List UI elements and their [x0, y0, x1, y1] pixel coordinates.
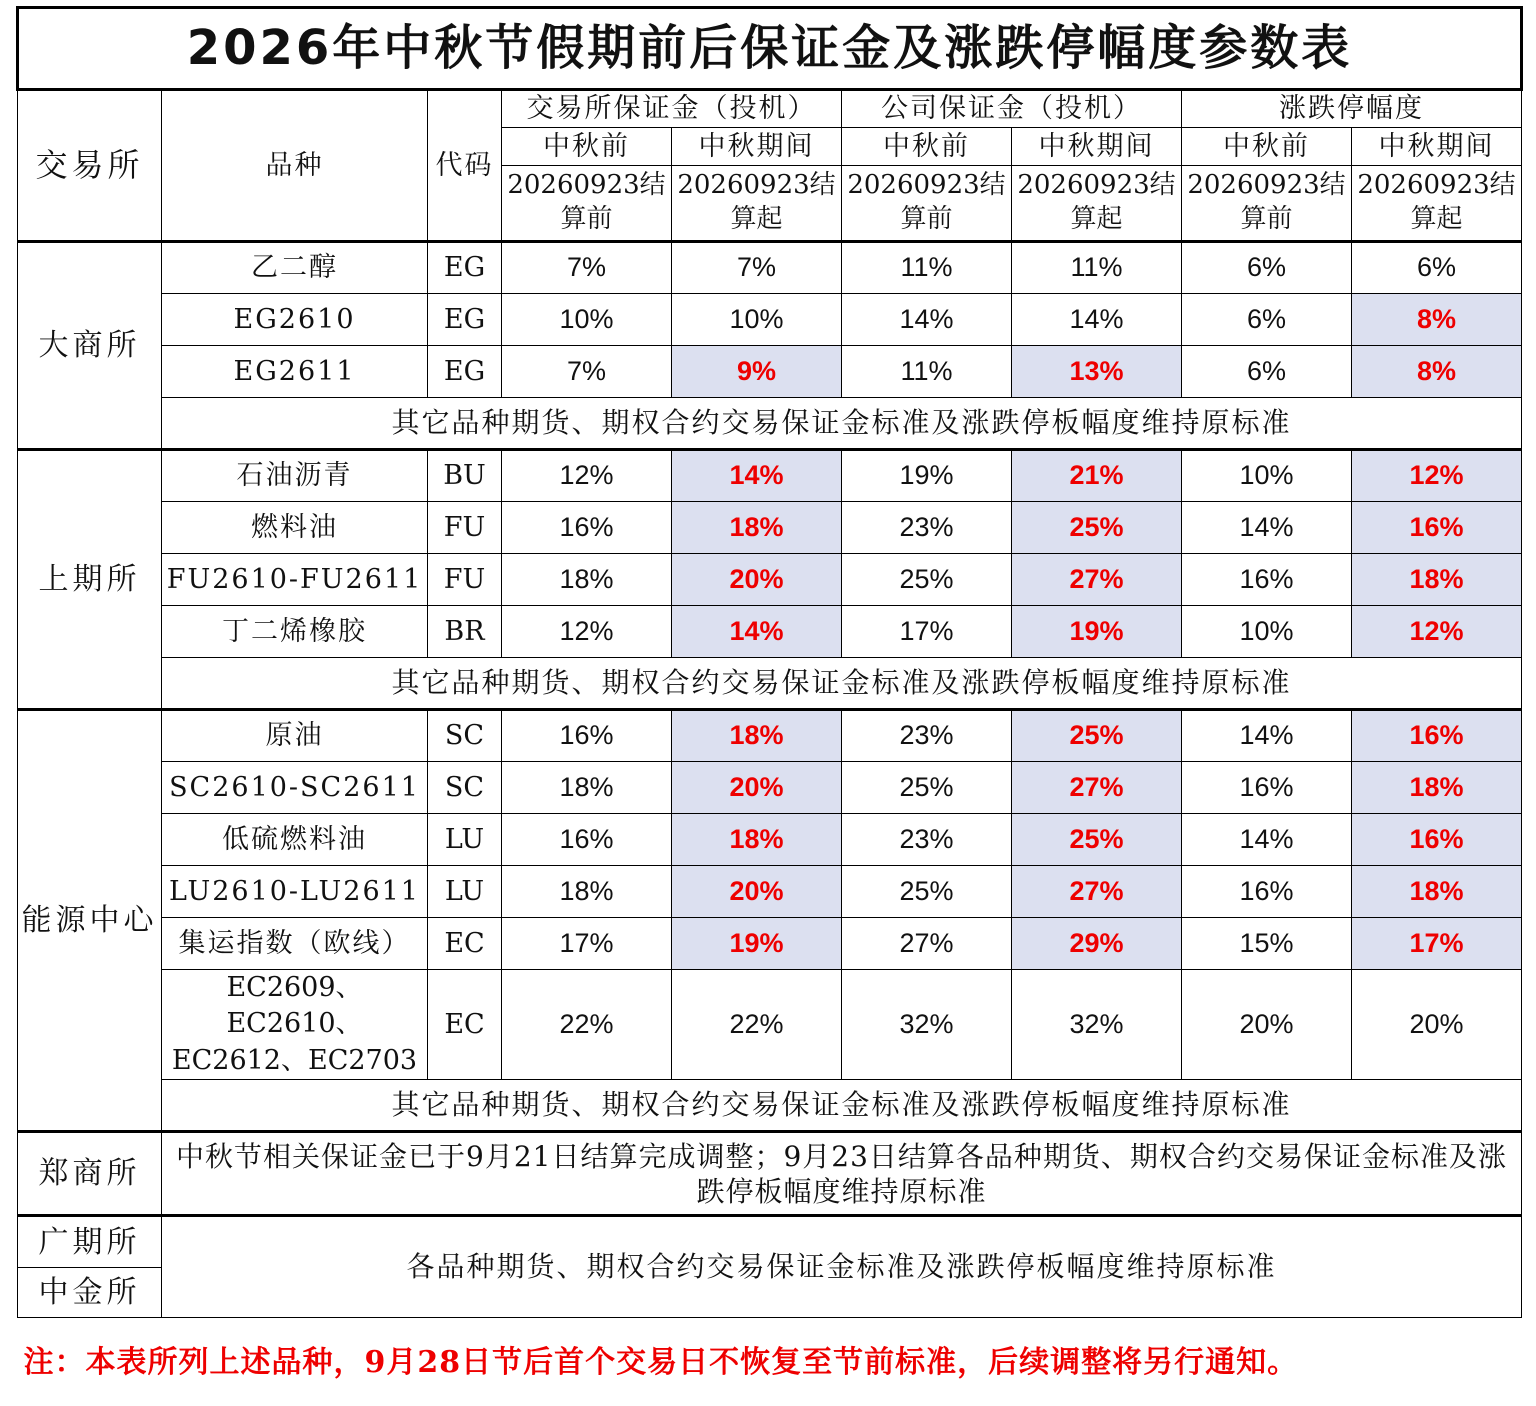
header-product: 品种 [162, 90, 428, 242]
adjusted-value-cell: 19% [672, 918, 842, 970]
value-cell: 18% [502, 554, 672, 606]
product-name: 乙二醇 [162, 242, 428, 294]
value-cell: 17% [842, 606, 1012, 658]
header-before: 中秋前 [1182, 128, 1352, 166]
product-code: EC [428, 918, 502, 970]
value-cell: 22% [672, 970, 842, 1080]
product-code: BR [428, 606, 502, 658]
value-cell: 23% [842, 502, 1012, 554]
product-code: LU [428, 814, 502, 866]
value-cell: 25% [842, 866, 1012, 918]
adjusted-value-cell: 25% [1012, 502, 1182, 554]
value-cell: 14% [1182, 710, 1352, 762]
value-cell: 16% [502, 814, 672, 866]
value-cell: 32% [842, 970, 1012, 1080]
table-row [18, 242, 1522, 294]
adjusted-value-cell: 20% [672, 554, 842, 606]
adjusted-value-cell: 9% [672, 346, 842, 398]
value-cell: 12% [502, 450, 672, 502]
header-date-before: 20260923结算前 [842, 166, 1012, 242]
value-cell: 12% [502, 606, 672, 658]
value-cell: 15% [1182, 918, 1352, 970]
product-code: SC [428, 710, 502, 762]
adjusted-value-cell: 18% [1352, 554, 1522, 606]
adjusted-value-cell: 12% [1352, 606, 1522, 658]
exchange-name: 上期所 [18, 450, 162, 710]
adjusted-value-cell: 27% [1012, 866, 1182, 918]
adjusted-value-cell: 25% [1012, 710, 1182, 762]
adjusted-value-cell: 20% [672, 866, 842, 918]
header-before: 中秋前 [502, 128, 672, 166]
page-title: 2026年中秋节假期前后保证金及涨跌停幅度参数表 [18, 8, 1522, 90]
value-cell: 16% [1182, 762, 1352, 814]
table-row [18, 866, 1522, 918]
adjusted-value-cell: 12% [1352, 450, 1522, 502]
header-during: 中秋期间 [1352, 128, 1522, 166]
product-name: 石油沥青 [162, 450, 428, 502]
value-cell: 32% [1012, 970, 1182, 1080]
value-cell: 11% [1012, 242, 1182, 294]
product-name: 燃料油 [162, 502, 428, 554]
table-row [18, 918, 1522, 970]
value-cell: 16% [1182, 554, 1352, 606]
header-exchange: 交易所 [18, 90, 162, 242]
value-cell: 6% [1352, 242, 1522, 294]
value-cell: 14% [1012, 294, 1182, 346]
table-row [18, 346, 1522, 398]
product-name: SC2610-SC2611 [162, 762, 428, 814]
value-cell: 16% [502, 710, 672, 762]
header-price-limit: 涨跌停幅度 [1182, 90, 1522, 128]
value-cell: 17% [502, 918, 672, 970]
product-code: FU [428, 502, 502, 554]
product-name: EC2609、EC2610、EC2612、EC2703 [162, 970, 428, 1080]
section-note: 其它品种期货、期权合约交易保证金标准及涨跌停板幅度维持原标准 [162, 658, 1522, 710]
adjusted-value-cell: 17% [1352, 918, 1522, 970]
product-code: FU [428, 554, 502, 606]
product-name: 原油 [162, 710, 428, 762]
header-code: 代码 [428, 90, 502, 242]
product-code: EC [428, 970, 502, 1080]
product-name: FU2610-FU2611 [162, 554, 428, 606]
adjusted-value-cell: 8% [1352, 294, 1522, 346]
value-cell: 10% [1182, 606, 1352, 658]
value-cell: 6% [1182, 242, 1352, 294]
value-cell: 27% [842, 918, 1012, 970]
table-row [18, 502, 1522, 554]
value-cell: 11% [842, 346, 1012, 398]
footnote: 注：本表所列上述品种，9月28日节后首个交易日不恢复至节前标准，后续调整将另行通知。 [23, 1344, 1299, 1380]
zce-note: 中秋节相关保证金已于9月21日结算完成调整；9月23日结算各品种期货、期权合约交易保证金标准及涨跌停板幅度维持原标准 [162, 1132, 1522, 1216]
exchange-name: 能源中心 [18, 710, 162, 1132]
adjusted-value-cell: 27% [1012, 762, 1182, 814]
value-cell: 23% [842, 710, 1012, 762]
header-date-during: 20260923结算起 [672, 166, 842, 242]
value-cell: 7% [502, 242, 672, 294]
value-cell: 10% [672, 294, 842, 346]
value-cell: 25% [842, 554, 1012, 606]
header-exchange-margin: 交易所保证金（投机） [502, 90, 842, 128]
value-cell: 20% [1352, 970, 1522, 1080]
product-code: EG [428, 294, 502, 346]
value-cell: 14% [1182, 814, 1352, 866]
table-row [18, 554, 1522, 606]
header-during: 中秋期间 [672, 128, 842, 166]
table-row [18, 294, 1522, 346]
adjusted-value-cell: 8% [1352, 346, 1522, 398]
adjusted-value-cell: 29% [1012, 918, 1182, 970]
others-note: 各品种期货、期权合约交易保证金标准及涨跌停板幅度维持原标准 [162, 1216, 1522, 1318]
table-row [18, 762, 1522, 814]
product-name: 丁二烯橡胶 [162, 606, 428, 658]
value-cell: 14% [1182, 502, 1352, 554]
value-cell: 22% [502, 970, 672, 1080]
margin-parameter-table [16, 6, 1523, 1406]
table-row [18, 606, 1522, 658]
value-cell: 16% [1182, 866, 1352, 918]
header-date-before: 20260923结算前 [1182, 166, 1352, 242]
header-date-during: 20260923结算起 [1012, 166, 1182, 242]
value-cell: 19% [842, 450, 1012, 502]
value-cell: 14% [842, 294, 1012, 346]
value-cell: 7% [672, 242, 842, 294]
product-name: EG2611 [162, 346, 428, 398]
table-row [18, 970, 1522, 1080]
adjusted-value-cell: 19% [1012, 606, 1182, 658]
value-cell: 16% [502, 502, 672, 554]
value-cell: 7% [502, 346, 672, 398]
table-row [18, 450, 1522, 502]
product-name: LU2610-LU2611 [162, 866, 428, 918]
product-name: 低硫燃料油 [162, 814, 428, 866]
adjusted-value-cell: 13% [1012, 346, 1182, 398]
adjusted-value-cell: 16% [1352, 502, 1522, 554]
header-date-before: 20260923结算前 [502, 166, 672, 242]
product-code: BU [428, 450, 502, 502]
table-row [18, 814, 1522, 866]
product-code: SC [428, 762, 502, 814]
exchange-name: 大商所 [18, 242, 162, 450]
header-date-during: 20260923结算起 [1352, 166, 1522, 242]
adjusted-value-cell: 25% [1012, 814, 1182, 866]
adjusted-value-cell: 18% [672, 502, 842, 554]
exchange-name: 中金所 [18, 1268, 162, 1318]
value-cell: 11% [842, 242, 1012, 294]
adjusted-value-cell: 18% [672, 814, 842, 866]
adjusted-value-cell: 27% [1012, 554, 1182, 606]
section-note: 其它品种期货、期权合约交易保证金标准及涨跌停板幅度维持原标准 [162, 1080, 1522, 1132]
value-cell: 6% [1182, 346, 1352, 398]
value-cell: 18% [502, 866, 672, 918]
value-cell: 6% [1182, 294, 1352, 346]
adjusted-value-cell: 14% [672, 450, 842, 502]
value-cell: 10% [1182, 450, 1352, 502]
exchange-name: 广期所 [18, 1216, 162, 1268]
value-cell: 10% [502, 294, 672, 346]
product-code: EG [428, 346, 502, 398]
adjusted-value-cell: 20% [672, 762, 842, 814]
product-name: EG2610 [162, 294, 428, 346]
adjusted-value-cell: 21% [1012, 450, 1182, 502]
product-code: LU [428, 866, 502, 918]
value-cell: 20% [1182, 970, 1352, 1080]
header-during: 中秋期间 [1012, 128, 1182, 166]
adjusted-value-cell: 18% [1352, 866, 1522, 918]
value-cell: 25% [842, 762, 1012, 814]
value-cell: 18% [502, 762, 672, 814]
header-before: 中秋前 [842, 128, 1012, 166]
adjusted-value-cell: 16% [1352, 814, 1522, 866]
section-note: 其它品种期货、期权合约交易保证金标准及涨跌停板幅度维持原标准 [162, 398, 1522, 450]
adjusted-value-cell: 14% [672, 606, 842, 658]
product-name: 集运指数（欧线） [162, 918, 428, 970]
adjusted-value-cell: 16% [1352, 710, 1522, 762]
value-cell: 23% [842, 814, 1012, 866]
table-row [18, 710, 1522, 762]
adjusted-value-cell: 18% [672, 710, 842, 762]
adjusted-value-cell: 18% [1352, 762, 1522, 814]
header-company-margin: 公司保证金（投机） [842, 90, 1182, 128]
product-code: EG [428, 242, 502, 294]
exchange-name: 郑商所 [18, 1132, 162, 1216]
